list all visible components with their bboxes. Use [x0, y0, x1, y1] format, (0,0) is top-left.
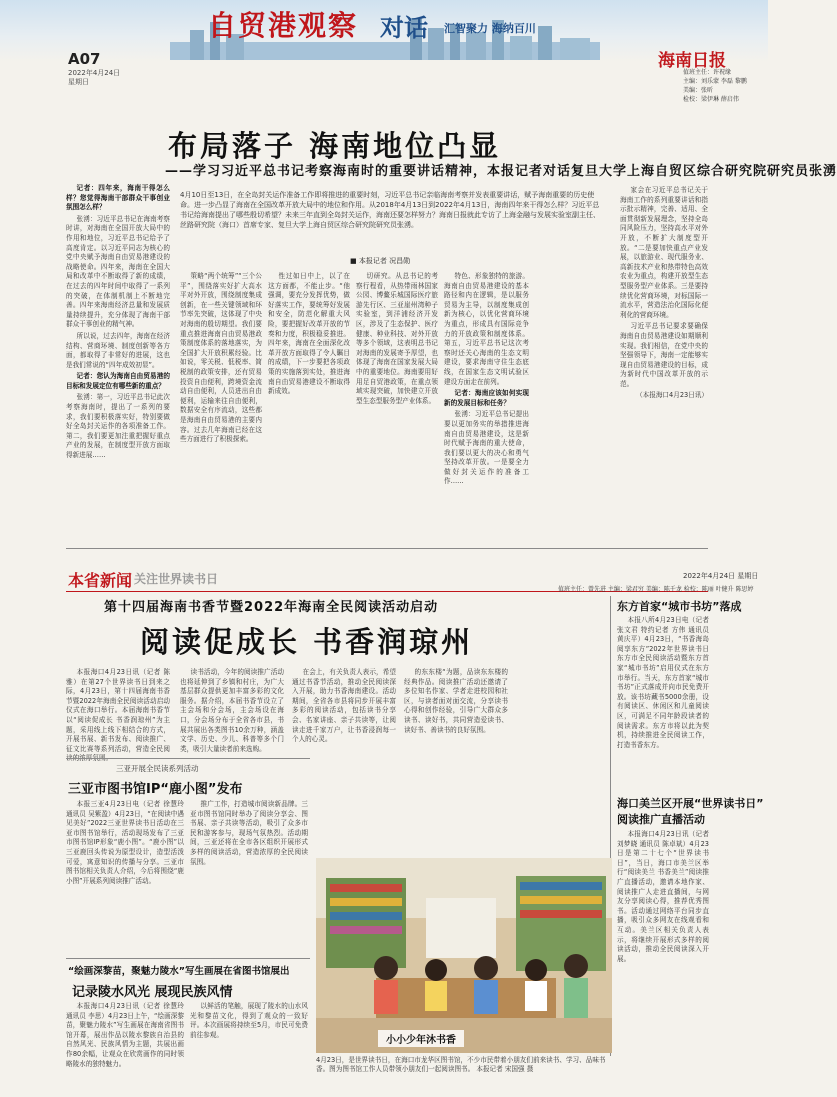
credit-line: 主编：刘乐蒙 李磊 黎鹏 [683, 78, 747, 85]
side-story-2-headline: 海口美兰区开展“世界读书日” [617, 797, 764, 810]
issue-date: 2022年4月24日 [68, 69, 121, 77]
story4-column-2 [190, 1002, 308, 1090]
photo-caption: 4月23日，是世界读书日，在海口市龙华区图书馆，不少市民带着小朋友们前来读书、学习、品味书香。图为图书馆工作人员带领小朋友们一起阅读图书。 本报记者 宋国强 摄 [316, 1056, 606, 1073]
feature-subhead: ——学习习近平总书记考察海南时的重要讲话精神，本报记者对话复旦大学上海自贸区综合研究院研究员张湧 [165, 164, 837, 179]
children-reading-photo [316, 858, 612, 1053]
credit-line: 美编：张昕 [683, 87, 714, 94]
banner-title: 自贸港观察 [208, 9, 359, 42]
story3-headline: 三亚市图书馆IP“鹿小图”发布 [68, 782, 243, 797]
story2-column-3 [292, 668, 396, 756]
answer: 张湧：第一，习近平总书记此次考察海南时，提出了一系列的要求，我们要积极落实好，特别要做好全岛封关运作的各项准备工作。第二，我们要更加注重把握好重点产业的发展，在制度型开放方面取得新进展…… [66, 393, 170, 460]
story2-column-1 [66, 668, 170, 756]
story2-column-4 [404, 668, 508, 756]
question: 记者：四年来，海南干得怎么样？您觉得海南干部群众干事创业氛围怎么样？ [66, 184, 170, 212]
story3-kicker: 三亚开展全民读系列活动 [116, 764, 199, 773]
story4-headline: 记录陵水风光 展现民族风情 [72, 985, 233, 1000]
body-text: 本报海口4月23日讯（记者 陈雅）在第27个世界读书日到来之际，4月23日，第十四届海南书香节暨2022年海南全民阅读活动启动仪式在海口举行。本届海南书香节以“阅读促成长 书香润琼州”为主题，采用线上线下相结合的方式，开展书展、新书发布、阅读推广、征文比赛等系列活动，营造全民阅 [66, 668, 170, 753]
side-story-headline: 东方首家“城市书坊”落成 [617, 600, 742, 613]
body-text: 本报八所4月23日电（记者 张文君 特约记者 方伟 通讯员 黄庆平）4月23日，“书香海岛 阅享东方”2022年世界读书日东方市全民阅读活动暨东方首家“城市书坊”启用仪式在东方市举行。当天，东方首家“城市书坊”正式落成并向市民免费开放。该书坊藏书5000余册，设有阅读区、休闲区和儿童阅读区，可满足不同年龄段读者的阅读需求。东方市将以此为契机，持续推进全民阅读工作，打造书香东方。 [617, 616, 709, 749]
story-headline: 阅读促成长 书香润琼州 [140, 625, 474, 659]
side-story-2-headline-line2: 阅读推广直播活动 [617, 813, 705, 826]
photo-title: 小小少年沐书香 [378, 1030, 464, 1047]
answer: 所以说，过去四年，海南在经济结构、营商环境、制度创新等各方面，都取得了非常好的进展，这也是我们常说的“四年成效初显”。 [66, 331, 170, 369]
credit-line: 检校：梁伊琳 薛启伟 [683, 96, 739, 103]
feature-column-3 [268, 272, 350, 544]
answer: 张湧：习近平总书记提出要以更加务实的举措推进海南自由贸易港建设，这是新时代赋予海南的重大使命，我们要以更大的决心和勇气坚持改革开放。一是要全力做好封关运作的准备工作…… [444, 410, 529, 486]
section-credits: 值班主任：曾先进 主编：梁君穷 美编：陈千龙 检校：陈丽 叶健升 陈思婷 [558, 586, 754, 593]
body-text: 特色、形象独特的旅游。海南自由贸易港建设的基本路径和内在逻辑，是以服务贸易为主导，以制度集成创新为核心，以优化营商环境为重点，形成具有国际竞争力的开放政策和制度体系。第五，习近平总书记这次考察时还关心海南的生态文明建设，要求海南守住生态底线，在国家生态文明试验区建设方面走在前列。 [444, 272, 529, 386]
source-note: （本报海口4月23日讯） [636, 391, 708, 400]
credit-line: 值班主任：许祝缘 [683, 69, 732, 76]
page-number: A07 [68, 50, 101, 68]
divider [66, 548, 708, 549]
section-topic: 关注世界读书日 [134, 572, 219, 586]
body-text: 的东东楼“为题，品读东东楼的经典作品。阅读推广活动还邀请了多位知名作家、学者走进校园和社区，与读者面对面交流，分享读书心得和创作经验，引导广大群众多读书、读好书，共同营造爱读书、读好书、善读书的良好氛围。 [404, 668, 508, 734]
story3-column-2 [190, 800, 308, 955]
newspaper-logo: 海南日报 [658, 51, 726, 71]
body-text: 家会在习近平总书记关于海南工作的系列重要讲话和指示批示精神，完善、适用、全面贯彻新发展理念，坚持全岛同风险压力，坚持高水平对外开放，不断扩大制度型开放。“二是要加快重点产业发展，以旅游业、现代服务业、高新技术产业和热带特色高效农业为重点，构建开放型生态型服务型产业体系。三是要持续优化营商环境，对标国际一流水平，营造法治化国际化便利化的营商环境。 [620, 186, 708, 319]
feature-lead: 4月10日至13日，在全岛封关运作准备工作即将推进的重要时刻，习近平总书记亲临海南考察并发表重要讲话，赋予海南重要的历史使命。进一步凸显了海南在全国改革开放大局中的地位和作用。从2018年4月13日到2022年4月13日，海南四年来干得怎么样？习近平总书记给海南提出了哪些殷切希望？未来三年直到全岛封关运作，海南还要怎样努力？海南日报就此专访了上海金融与发展实验室副主任、丝路研究院（海口）首席专家、复旦大学上海自贸区综合研究院研究员张湧。 [180, 191, 600, 229]
body-text: 推广工作，打造城市阅读新品牌。三亚市图书馆同时举办了阅读分享会、图书展、亲子共读等活动，吸引了众多市民和游客参与，现场气氛热烈。活动期间，三亚还将在全市各区组织开展形式多样的阅读活动，营造浓厚的全民阅读氛围。 [190, 800, 308, 866]
body-text: 习近平总书记要求要确保海南自由贸易港建设如期顺利实现。我们相信，在党中央的坚强领导下，海南一定能够实现自由贸易港建设的目标，成为新时代中国改革开放的示范。 [620, 322, 708, 388]
answer: 张湧：习近平总书记在海南考察时讲，对海南在全国开放大局中的作用和地位，习近平总书记给予了高度肯定。以习近平同志为核心的党中央赋予海南自由贸易港建设的战略使命。四年来，海南在全国大局和改革中不断取得了新的成绩，在过去的四年时间中取得了一系列的突破，在体制机制上不断地完善。四年来海南经济总量和发展质量持续提升，充分体现了海南干部群众干事创业的精气神。 [66, 214, 170, 329]
library-photo [316, 858, 612, 1053]
feature-column-2 [180, 272, 262, 544]
body-text: 在会上，有关负责人表示，希望通过书香节活动，推动全民阅读深入开展，助力书香海南建设。活动期间，全省各市县将同步开展丰富多彩的阅读活动，包括读书分享会、名家讲座、亲子共读等，让阅读走进千家万户，让书香浸润每一个人的心灵。 [292, 668, 396, 744]
feature-headline: 布局落子 海南地位凸显 [168, 129, 502, 163]
divider [66, 758, 310, 759]
story-kicker: 第十四届海南书香节暨2022年海南全民阅读活动启动 [104, 600, 439, 615]
body-text: 本报三亚4月23日电（记者 徐慧玲 通讯员 吴紫盈）4月23日，“在阅读中遇见美好”2022三亚世界读书日活动在三亚市图书馆举行，活动现场发布了三亚市图书馆IP形象“鹿小图”。“鹿小图”以三亚鹿回头传说为原型设计，造型活泼可爱，寓意知识的传播与分享。三亚市图书馆相关负责人介绍，今后将围绕“鹿小图”开展系列阅读推广活动。 [66, 800, 184, 885]
body-text: 策略“两个统筹”“三个公平”，围绕落实好扩大高水平对外开放，围绕制度集成创新，在一些关键领域和环节率先突破，这体现了中央对海南的殷切期望。我们要重点推进海南自由贸易港政策制度体系的落地落实，为全国扩大开放积累经验。比如说，零关税、低税率、简税制的政策安排，还有贸易投资自由便利，跨境资金流动自由便利，人员进出自由便利，运输来往自由便利，数据安全有序流动，这些都是海南自由贸易港的主要内容。过去几年海南已经在这些方面进行了积极探索。 [180, 272, 262, 444]
body-text: 切研究。从总书记的考察行程看，从热带雨林国家公园、博鳌乐城国际医疗旅游先行区、三亚崖州湾种子实验室，到洋浦经济开发区，涉及了生态保护、医疗健康、种业科技、对外开放等多个领域，这表明总书记对海南的发展寄予厚望，也体现了海南在国家发展大局中的重要地位。海南要用好用足自贸港政策，在重点领域实现突破，加快建立开放型生态型服务型产业体系。 [356, 272, 438, 405]
body-text: 本报海口4月23日讯（记者 徐慧玲 通讯员 李思）4月23日上午，“绘画深黎苗，聚魅力陵水”写生画展在海南省图书馆开幕，展出作品以陵水黎族自治县的自然风光、民族风情为主题，共展出画作80余幅，让观众在欣赏画作的同时领略陵水的独特魅力。 [66, 1002, 184, 1068]
issue-weekday: 星期日 [68, 78, 89, 86]
side-story-1-body [617, 616, 709, 786]
banner-slogan: 汇智聚力 海纳百川 [444, 22, 536, 35]
story3-column-1 [66, 800, 184, 955]
body-text: 读书活动，今年的阅读推广活动也将延伸到了乡镇和村庄，为广大基层群众提供更加丰富多彩的文化服务。据介绍，本届书香节设立了主会场和分会场，主会场设在海口，分会场分布于全省各市县，书展共展出各类图书10余万种，涵盖文学、历史、少儿、科普等多个门类，吸引大量读者前来选购。 [180, 668, 284, 753]
story2-column-2 [180, 668, 284, 756]
side-story-2-body [617, 830, 709, 1055]
story4-column-1 [66, 1002, 184, 1090]
section-date: 2022年4月24日 星期日 [683, 572, 759, 580]
question: 记者：您认为海南自由贸易港的目标和发展定位有哪些新的重点？ [66, 372, 170, 390]
feature-column-1 [66, 184, 170, 544]
editor-credits [683, 68, 747, 104]
feature-column-4 [356, 272, 438, 544]
banner-subtitle: 对话 [380, 13, 428, 42]
divider [66, 958, 310, 959]
feature-column-5 [444, 272, 529, 544]
reporter-credit: ■ 本报记者 况昌勋 [350, 257, 411, 265]
body-text: 以鲜活的笔触，展现了陵水的山水风光和黎苗文化，得到了观众的一致好评。本次画展将持续至5月，市民可免费前往参观。 [190, 1002, 308, 1039]
feature-column-6 [620, 186, 708, 546]
section-name: 本省新闻 [68, 571, 133, 590]
body-text: 本报海口4月23日讯（记者 刘梦晓 通讯员 陈卓斌）4月23日是第二十七个“世界读书日”，当日，海口市美兰区举行“阅读美兰 书香美兰”阅读推广直播活动，邀请本地作家、阅读推广人走进直播间，与网友分享阅读心得，推荐优秀图书。活动通过网络平台同步直播，吸引众多网友在线观看和互动。美兰区相关负责人表示，将继续开展形式多样的阅读活动，推动全民阅读深入开展。 [617, 830, 709, 963]
page-banner [0, 0, 768, 62]
story4-kicker: “绘画深黎苗，聚魅力陵水”写生画展在省图书馆展出 [68, 966, 290, 977]
question: 记者：海南应该如何实现新的发展目标和任务？ [444, 389, 529, 407]
body-text: 性过如日中上，以了在这方面都，不能止步。“他强调，要充分发挥优势，做好落实工作，要统筹好发展和安全，防范化解重大风险，要把握好改革开放的节奏和力度，积极稳妥推进。四年来，海南在全面深化改革开放方面取得了令人瞩目的成绩，下一步要把各项政策的实施落到实处，推进海南自由贸易港建设不断取得新成效。 [268, 272, 350, 396]
